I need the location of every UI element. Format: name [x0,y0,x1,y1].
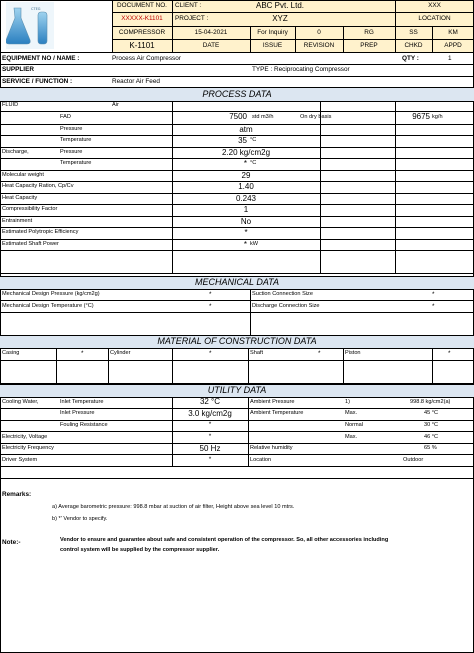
project-value: XYZ [272,14,288,23]
suction-temp-label: Temperature [60,137,92,143]
compressor-tag: K-1101 [129,41,155,50]
appd-value: KM [448,29,458,36]
design-temp-value: * [209,303,212,310]
inlet-pressure-label: Inlet Pressure [60,410,95,416]
fluid-value: Air [112,102,119,108]
suction-size-label: Suction Connection Size [252,291,313,297]
entrainment-label: Entrainment [2,218,33,224]
equipment-value: Process Air Compressor [112,55,181,62]
suction-temp-value: 35 [238,136,247,145]
fad-unit2: kg/h [432,114,443,120]
company-logo [6,2,54,49]
chkd-label: CHKD [404,42,423,49]
ambient-max2-value: 46 °C [424,434,439,440]
fad-value: 7500 [229,112,247,121]
ambient-temp-label: Ambient Temperature [250,410,304,416]
ambient-max2-label: Max. [345,434,358,440]
note-line-1: Vendor to ensure and guarantee about safe and consistent operation of the compressor. So, all other accessories including [60,537,389,543]
prep-label: PREP [360,42,378,49]
electricity-freq-label: Electricity Frequency [2,445,54,451]
casing-value: * [81,350,84,357]
suction-pressure-label: Pressure [60,126,83,132]
hc-label: Heat Capacity [2,195,38,201]
design-pressure-label: Mechanical Design Pressure (kg/cm2g) [2,291,100,297]
revision-label: REVISION [303,42,335,49]
ambient-max-value: 45 °C [424,410,439,416]
shaft-power-unit: kW [250,241,259,247]
chkd-value: SS [409,29,418,36]
utility-data-title: UTILITY DATA [207,385,267,395]
design-pressure-value: * [209,291,212,298]
fad-value2: 9675 [412,112,430,121]
supplier-label: SUPPLIER [2,66,34,73]
ambient-pressure-ref: 1) [345,399,350,405]
inlet-temp-value: 32 °C [199,397,221,406]
location-value: Outdoor [403,457,424,463]
note-line-2: control system will be supplied by the compressor supplier. [60,547,220,553]
cf-label: Compressibility Factor [2,206,58,212]
design-temp-label: Mechanical Design Temperature (°C) [2,303,94,309]
fouling-value: * [208,421,212,428]
service-value: Reactor Air Feed [112,78,160,85]
issue-value: For Inquiry [257,29,288,36]
construction-data-title: MATERIAL OF CONSTRUCTION DATA [157,336,317,346]
fad-label: FAD [60,114,71,120]
hcr-label: Heat Capacity Ration, Cp/Cv [2,183,74,189]
service-label: SERVICE / FUNCTION : [2,78,73,85]
discharge-pressure-label: Pressure [60,149,83,155]
entrainment-value: No [240,217,252,226]
ambient-normal-value: 30 °C [424,422,439,428]
mw-value: 29 [241,171,251,180]
electricity-voltage-label: Electricity, Voltage [2,434,48,440]
suction-pressure-value: atm [239,125,253,134]
discharge-temp-unit: °C [250,160,257,166]
type-label: TYPE : Reciprocating Compressor [252,66,350,73]
fluid-label: FLUID [2,102,19,108]
ambient-pressure-value: 998.8 kg/cm2(a) [410,399,451,405]
inlet-temp-label: Inlet Temperature [60,399,104,405]
fad-note: On dry basis [300,114,332,120]
document-no-value: XXXXX-K1101 [121,15,163,22]
electricity-voltage-value: * [208,433,212,440]
project-label: PROJECT : [175,15,209,22]
client-label: CLIENT : [175,2,202,9]
shaft-value: * [318,350,321,357]
location-label: Location [250,457,272,463]
electricity-freq-value: 50 Hz [199,444,221,453]
hcr-value: 1.40 [238,182,254,191]
remarks-label: Remarks: [2,491,32,498]
svg-text:CTEG: CTEG [31,7,41,11]
appd-label: APPD [444,42,462,49]
suction-size-value: * [432,291,435,298]
date-value: 15-04-2021 [194,29,228,36]
suction-temp-unit: °C [250,137,257,143]
client-code: XXX [428,2,441,9]
qty-label: QTY : [402,55,419,62]
process-data-title: PROCESS DATA [202,89,272,99]
ambient-pressure-label: Ambient Pressure [250,399,295,405]
piston-label: Piston [345,350,361,356]
discharge-size-label: Discharge Connection Size [252,303,320,309]
poly-eff-label: Estimated Polytropic Efficiency [2,229,79,235]
client-value: ABC Pvt. Ltd. [255,1,305,10]
cylinder-value: * [209,350,212,357]
ambient-max-label: Max. [345,410,358,416]
issue-label: ISSUE [262,42,283,49]
mechanical-data-title: MECHANICAL DATA [194,277,279,287]
equipment-label: EQUIPMENT NO / NAME : [2,55,80,62]
compressor-label: COMPRESSOR [118,29,166,36]
discharge-pressure-value: 2.20 kg/cm2g [221,148,271,157]
document-no-label: DOCUMENT NO. [117,2,167,9]
fad-unit: std m3/h [252,114,274,120]
discharge-size-value: * [432,303,435,310]
driver-value: * [208,456,212,463]
shaft-label: Shaft [250,350,264,356]
casing-label: Casing [2,350,20,356]
humidity-label: Relative humidity [250,445,293,451]
inlet-pressure-value: 3.0 kg/cm2g [188,409,232,418]
shaft-power-label: Estimated Shaft Power [2,241,59,247]
driver-label: Driver System [2,457,38,463]
discharge-temp-label: Temperature [60,160,92,166]
date-label: DATE [202,42,220,49]
cylinder-label: Cylinder [110,350,131,356]
shaft-power-value: * [243,240,247,249]
revision-value: 0 [317,29,321,36]
mw-label: Molecular weight [2,172,44,178]
humidity-value: 65 % [424,445,437,451]
fouling-label: Fouling Resistance [60,422,108,428]
discharge-temp-value: * [243,159,247,168]
remark-a: a) Average barometric pressure: 998.8 mbar at suction of air filter, Height above sea level 10 mtrs. [52,504,295,510]
prep-value: RG [364,29,374,36]
cooling-water-label: Cooling Water, [2,399,39,405]
discharge-label: Discharge, [2,149,29,155]
poly-eff-value: * [244,228,248,237]
qty-value: 1 [448,55,452,62]
remark-b: b) *' Vendor to specify. [52,516,108,522]
location-header-label: LOCATION [418,15,451,22]
piston-value: * [448,350,451,357]
hc-value: 0.243 [235,194,257,203]
cf-value: 1 [243,205,249,214]
ambient-normal-label: Normal [345,422,364,428]
note-label: Note:- [2,539,21,546]
